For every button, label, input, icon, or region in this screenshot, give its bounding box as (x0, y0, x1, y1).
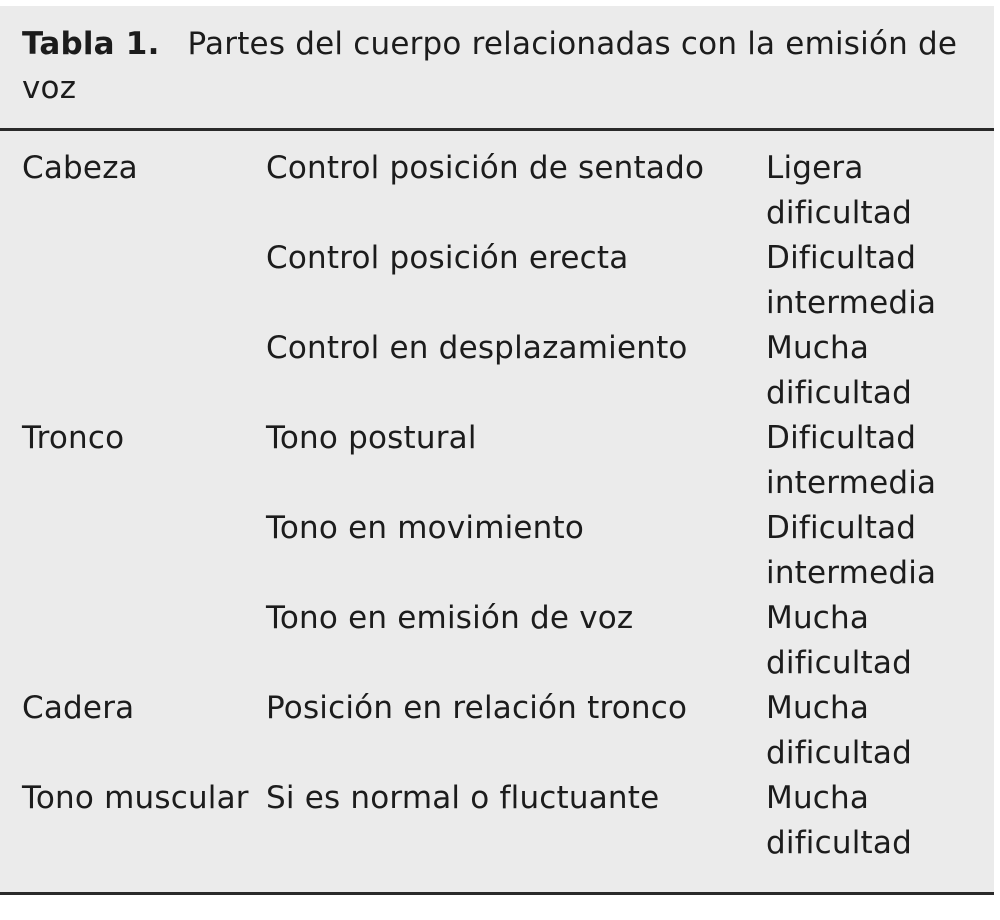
table-row (0, 506, 994, 596)
aspect-cell: Control en desplazamiento (266, 330, 688, 366)
body-part-cell: Tronco (22, 420, 125, 456)
aspect-cell: Control posición de sentado (266, 150, 705, 186)
body-part-cell (0, 506, 266, 596)
aspect-cell: Tono en movimiento (266, 510, 585, 546)
table-row (0, 686, 994, 776)
difficulty-cell: Dificultad intermedia (766, 240, 937, 321)
aspect-cell: Tono postural (266, 420, 477, 456)
table-caption-label: Tabla 1. (22, 26, 160, 62)
body-part-cell (0, 236, 266, 326)
body-part-cell (0, 596, 266, 686)
aspect-cell: Tono en emisión de voz (266, 600, 634, 636)
difficulty-cell: Ligera dificultad (766, 150, 912, 231)
table-body (0, 146, 994, 866)
body-part-cell (0, 326, 266, 416)
table-row (0, 776, 994, 866)
difficulty-cell: Mucha dificultad (766, 690, 912, 771)
body-part-cell: Cabeza (22, 150, 138, 186)
difficulty-cell: Mucha dificultad (766, 780, 912, 861)
table-row (0, 326, 994, 416)
body-part-cell: Tono muscular (22, 780, 249, 816)
table-caption (0, 6, 994, 118)
body-part-cell: Cadera (22, 690, 135, 726)
aspect-cell: Si es normal o fluctuante (266, 780, 660, 816)
table-top-rule (0, 128, 994, 131)
aspect-cell: Posición en relación tronco (266, 690, 688, 726)
table-row (0, 416, 994, 506)
difficulty-cell: Dificultad intermedia (766, 420, 937, 501)
table-bottom-rule (0, 892, 994, 895)
aspect-cell: Control posición erecta (266, 240, 629, 276)
table-row (0, 236, 994, 326)
difficulty-cell: Mucha dificultad (766, 600, 912, 681)
difficulty-cell: Mucha dificultad (766, 330, 912, 411)
difficulty-cell: Dificultad intermedia (766, 510, 937, 591)
table-row (0, 596, 994, 686)
table (0, 6, 994, 895)
table-caption-title: Partes del cuerpo relacionadas con la emisión de voz (22, 26, 958, 106)
table-row (0, 146, 994, 236)
